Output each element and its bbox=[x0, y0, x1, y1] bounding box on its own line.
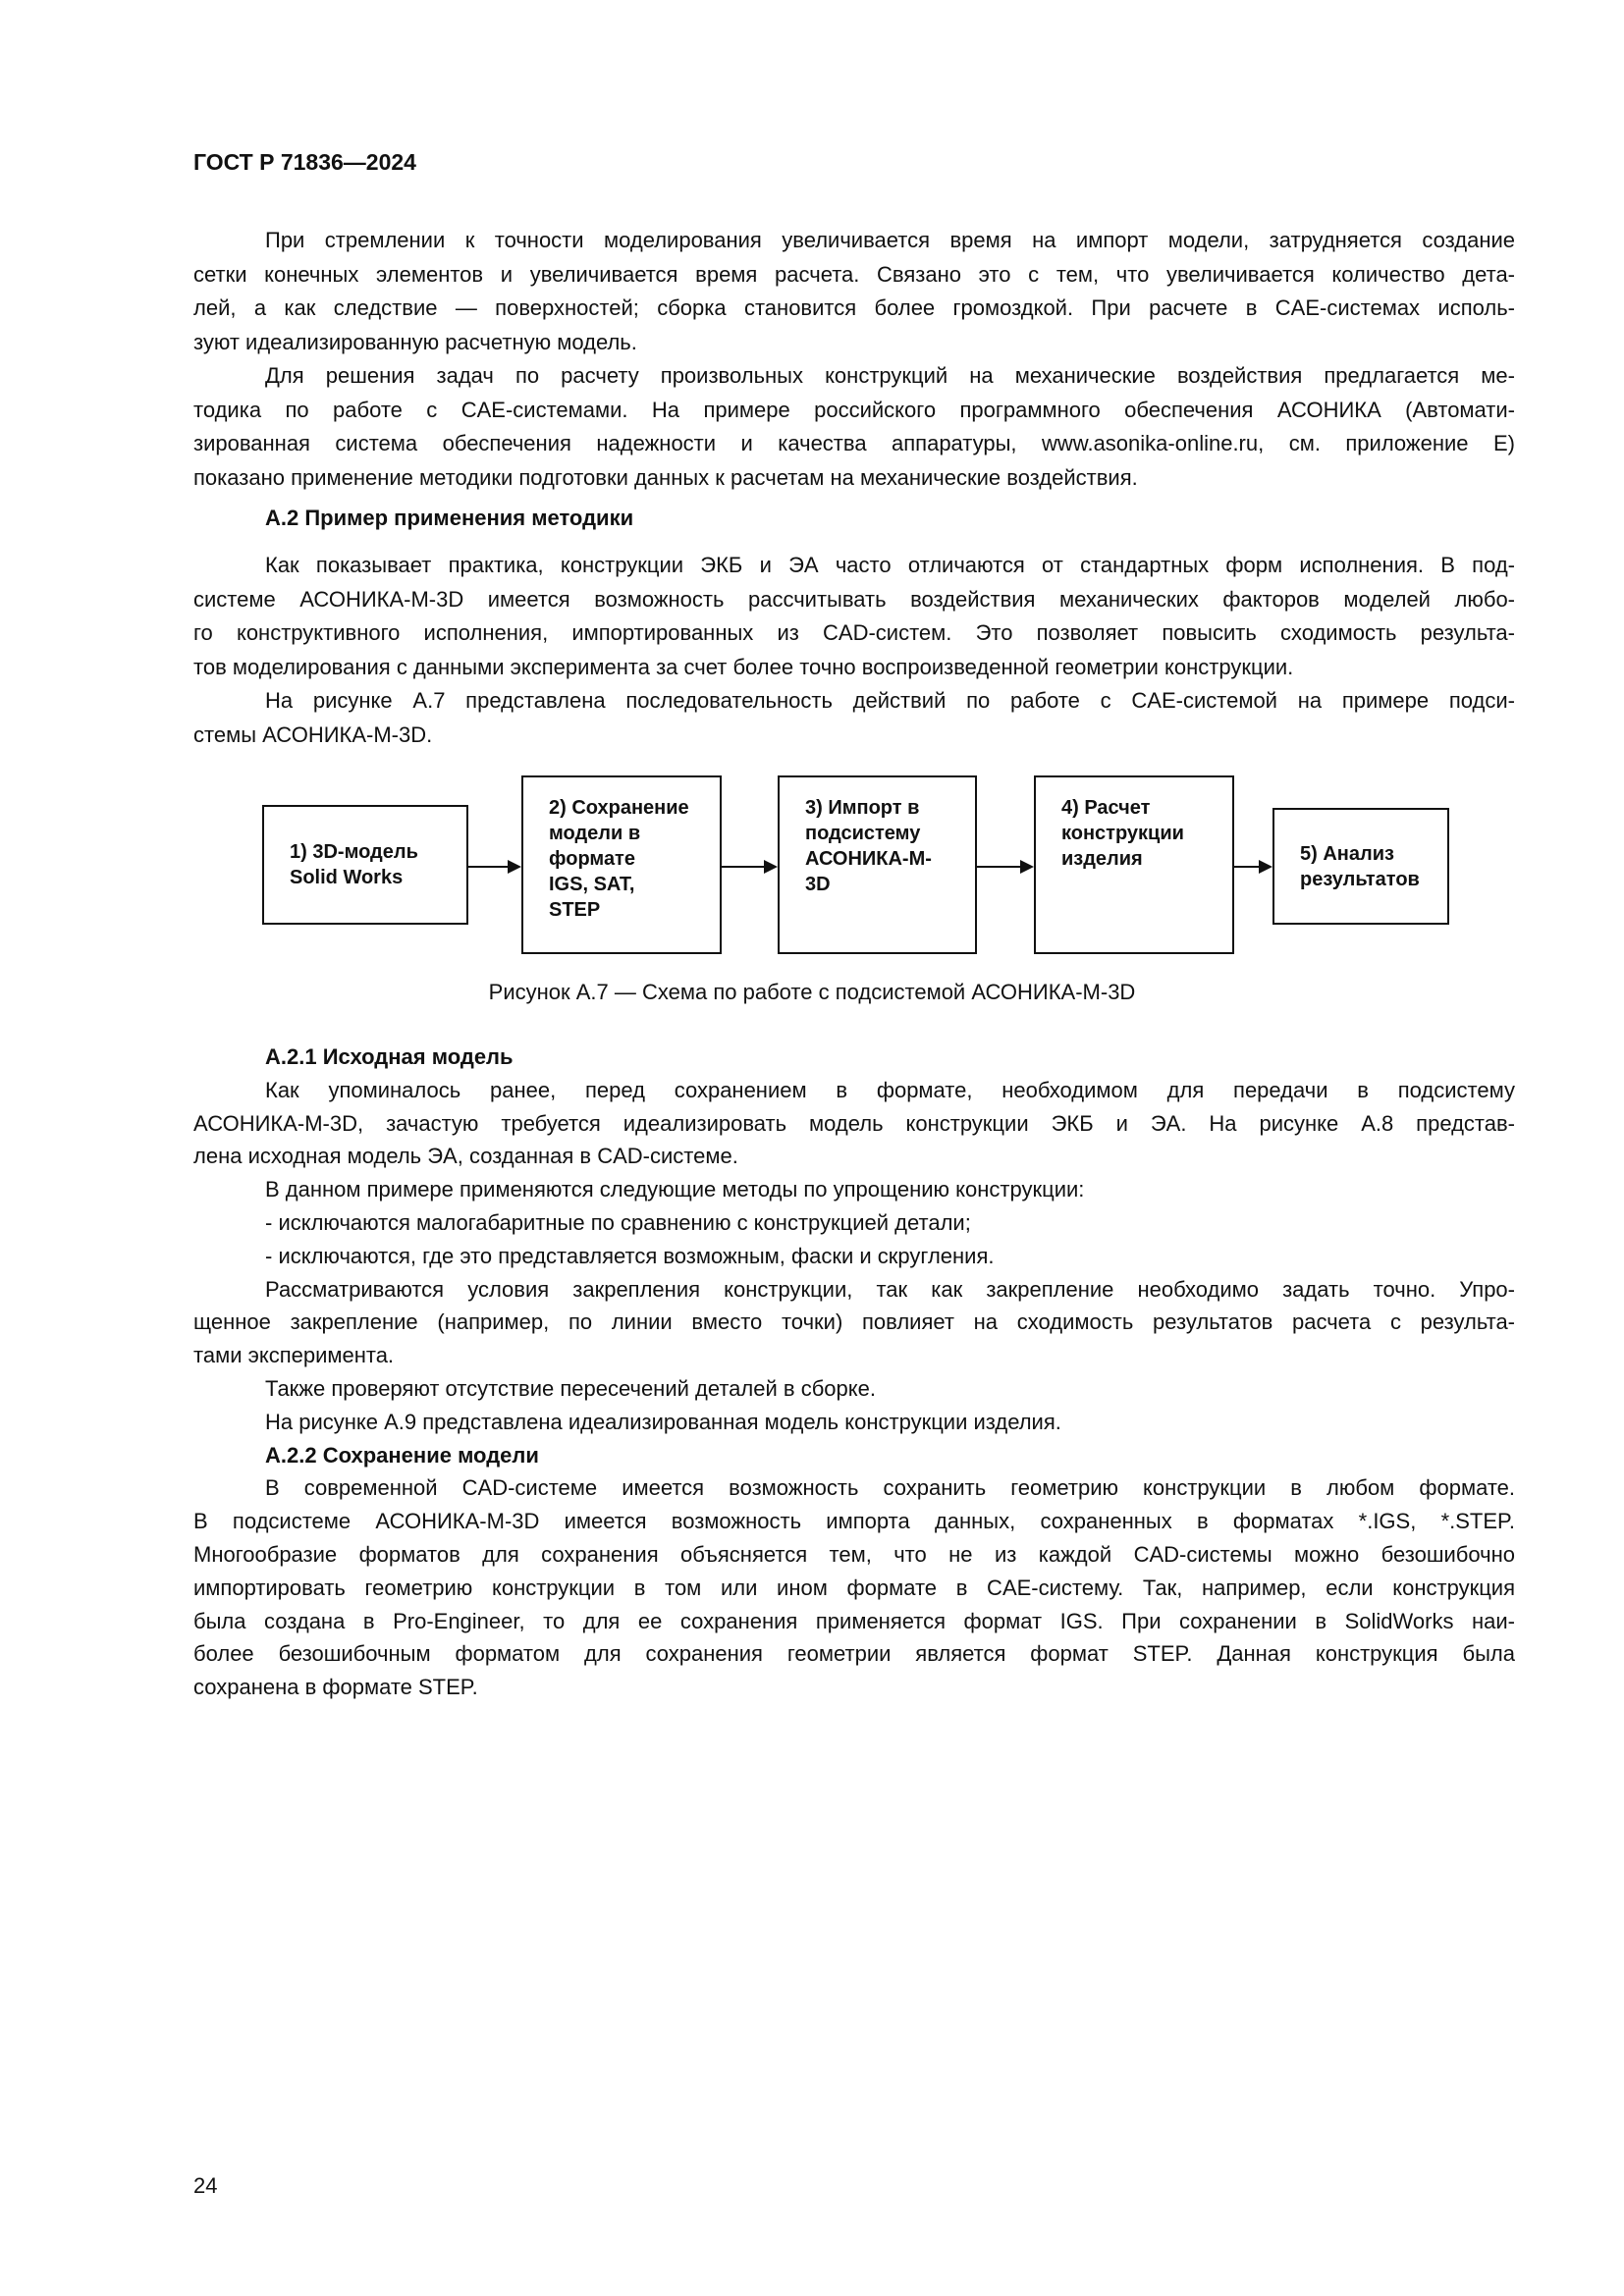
text-line: была создана в Pro-Engineer, то для ее сохранения применяется формат IGS. При сохранении в SolidWorks наи- bbox=[193, 1608, 1515, 1633]
arrow-icon bbox=[1234, 866, 1271, 868]
section-a2-paragraphs bbox=[193, 549, 1515, 752]
text-line: импортировать геометрию конструкции в том или ином формате в CAE-систему. Так, например, если конструкция bbox=[193, 1575, 1515, 1600]
text-line: сетки конечных элементов и увеличивается время расчета. Связано это с тем, что увеличивается количество дета- bbox=[193, 261, 1515, 287]
text-line: более безошибочным форматом для сохранения геометрии является формат STEP. Данная конструкция была bbox=[193, 1641, 1515, 1667]
text-line: В данном примере применяются следующие методы по упрощению конструкции: bbox=[265, 1177, 1085, 1202]
text-line: На рисунке А.7 представлена последовательность действий по работе с CAE-системой на примере подси- bbox=[265, 688, 1515, 713]
text-line: зуют идеализированную расчетную модель. bbox=[193, 329, 637, 354]
text-line: го конструктивного исполнения, импортированных из CAD-систем. Это позволяет повысить сходимость результа- bbox=[193, 620, 1515, 645]
text-line: тами эксперимента. bbox=[193, 1343, 395, 1368]
text-line: В современной CAD-системе имеется возможность сохранить геометрию конструкции в любом формате. bbox=[265, 1475, 1515, 1501]
arrow-icon bbox=[977, 866, 1032, 868]
page-number: 24 bbox=[193, 2173, 218, 2198]
section-heading: А.2.2 Сохранение модели bbox=[265, 1442, 539, 1468]
text-line: стемы АСОНИКА-М-3D. bbox=[193, 721, 433, 747]
text-line: Также проверяют отсутствие пересечений деталей в сборке. bbox=[265, 1375, 876, 1401]
diagram-box-1: 1) 3D-модель Solid Works bbox=[262, 805, 468, 925]
text-line: сохранена в формате STEP. bbox=[193, 1675, 478, 1700]
text-line: Многообразие форматов для сохранения объясняется тем, что не из каждой CAD-системы можно безошибочно bbox=[193, 1541, 1515, 1567]
text-line: На рисунке А.9 представлена идеализированная модель конструкции изделия. bbox=[265, 1409, 1061, 1434]
text-line: Рассматриваются условия закрепления конструкции, так как закрепление необходимо задать точно. Упро- bbox=[265, 1276, 1515, 1302]
text-line: Как показывает практика, конструкции ЭКБ и ЭА часто отличаются от стандартных форм исполнения. В под- bbox=[265, 553, 1515, 577]
text-line: лена исходная модель ЭА, созданная в CAD-системе. bbox=[193, 1144, 738, 1169]
text-line: - исключаются, где это представляется возможным, фаски и скругления. bbox=[265, 1243, 995, 1268]
text-line: зированная система обеспечения надежности и качества аппаратуры, www.asonika-online.ru, см. приложение Е) bbox=[193, 431, 1515, 455]
text-line: системе АСОНИКА-М-3D имеется возможность рассчитывать воздействия механических факторов моделей любо- bbox=[193, 586, 1515, 612]
figure-caption: Рисунок А.7 — Схема по работе с подсистемой АСОНИКА-М-3D bbox=[488, 980, 1136, 1004]
text-line: Для решения задач по расчету произвольных конструкций на механические воздействия предлагается ме- bbox=[265, 363, 1515, 388]
section-heading: А.2.1 Исходная модель bbox=[265, 1044, 514, 1069]
document-header: ГОСТ Р 71836—2024 bbox=[193, 149, 416, 175]
section-heading-a2 bbox=[193, 502, 1515, 536]
intro-paragraphs bbox=[193, 224, 1515, 495]
diagram-box-4: 4) Расчет конструкции изделия bbox=[1034, 775, 1234, 954]
arrow-icon bbox=[722, 866, 776, 868]
text-line: - исключаются малогабаритные по сравнению с конструкцией детали; bbox=[265, 1209, 971, 1235]
diagram-box-2: 2) Сохранение модели в формате IGS, SAT, STEP bbox=[521, 775, 722, 954]
text-line: АСОНИКА-М-3D, зачастую требуется идеализировать модель конструкции ЭКБ и ЭА. На рисунке А.8 представ- bbox=[193, 1110, 1515, 1136]
arrow-icon bbox=[468, 866, 519, 868]
text-line: лей, а как следствие — поверхностей; сборка становится более громоздкой. При расчете в CAE-системах исполь- bbox=[193, 295, 1515, 320]
text-line: тов моделирования с данными эксперимента за счет более точно воспроизведенной геометрии конструкции. bbox=[193, 654, 1294, 679]
section-a21-a22-paragraphs bbox=[193, 1041, 1515, 1704]
text-line: При стремлении к точности моделирования увеличивается время на импорт модели, затрудняется создание bbox=[265, 228, 1515, 252]
section-heading: А.2 Пример применения методики bbox=[265, 506, 634, 530]
text-line: показано применение методики подготовки данных к расчетам на механические воздействия. bbox=[193, 464, 1138, 490]
text-line: В подсистеме АСОНИКА-М-3D имеется возможность импорта данных, сохраненных в форматах *.IGS, *.STEP. bbox=[193, 1509, 1515, 1534]
text-line: Как упоминалось ранее, перед сохранением в формате, необходимом для передачи в подсистему bbox=[265, 1077, 1515, 1102]
text-line: щенное закрепление (например, по линии вместо точки) повлияет на сходимость результатов расчета с результа- bbox=[193, 1309, 1515, 1335]
diagram-box-3: 3) Импорт в подсистему АСОНИКА-М- 3D bbox=[778, 775, 977, 954]
text-line: тодика по работе с CAE-системами. На примере российского программного обеспечения АСОНИКА (Автомати- bbox=[193, 397, 1515, 422]
diagram-box-5: 5) Анализ результатов bbox=[1272, 808, 1449, 925]
